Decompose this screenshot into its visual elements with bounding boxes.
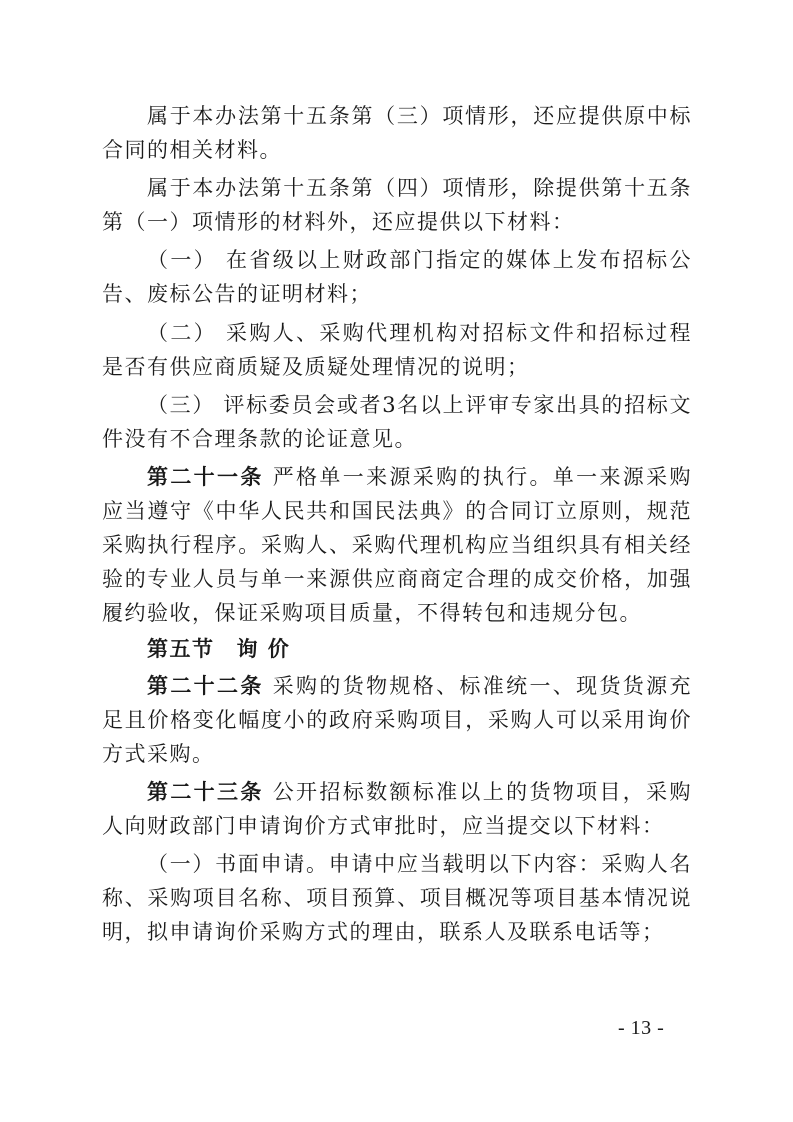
page-number: - 13 - xyxy=(618,1017,665,1039)
article-number: 第二十二条 xyxy=(147,672,264,698)
body-text xyxy=(102,99,692,949)
paragraph-text: 属于本办法第十五条第（三）项情形，还应提供原中标合同的相关材料。 xyxy=(102,104,692,163)
paragraph-clause-15-4 xyxy=(102,171,692,239)
list-item-2 xyxy=(102,316,692,384)
article-22 xyxy=(102,669,692,771)
paragraph-text: 属于本办法第十五条第（四）项情形，除提供第十五条第（一）项情形的材料外，还应提供以下材料： xyxy=(102,176,692,235)
article-23 xyxy=(102,775,692,843)
paragraph-text: 严格单一来源采购的执行。单一来源采购应当遵守《中华人民共和国民法典》的合同订立原则，规范采购执行程序。采购人、采购代理机构应当组织具有相关经验的专业人员与单一来源供应商商定合理的成交价格，加强履约验收，保证采购项目质量，不得转包和违规分包。 xyxy=(102,464,692,626)
section-title: 询 价 xyxy=(236,636,291,662)
paragraph-clause-15-3 xyxy=(102,99,692,167)
article-number: 第二十三条 xyxy=(147,778,264,804)
paragraph-text: （一） 在省级以上财政部门指定的媒体上发布招标公告、废标公告的证明材料； xyxy=(102,248,692,307)
list-item-written-application xyxy=(102,847,692,949)
article-number: 第二十一条 xyxy=(147,463,264,489)
article-21 xyxy=(102,460,692,630)
paragraph-text: 采购的货物规格、标准统一、现货货源充足且价格变化幅度小的政府采购项目，采购人可以采用询价方式采购。 xyxy=(102,673,692,766)
section-number: 第五节 xyxy=(147,636,215,662)
list-item-1 xyxy=(102,243,692,311)
paragraph-text: 公开招标数额标准以上的货物项目，采购人向财政部门申请询价方式审批时，应当提交以下材料： xyxy=(102,779,692,838)
section-heading xyxy=(102,632,692,666)
paragraph-text: （三） 评标委员会或者3名以上评审专家出具的招标文件没有不合理条款的论证意见。 xyxy=(102,392,692,451)
paragraph-text: （二） 采购人、采购代理机构对招标文件和招标过程是否有供应商质疑及质疑处理情况的说明； xyxy=(102,320,692,379)
list-item-3 xyxy=(102,388,692,456)
paragraph-text: （一）书面申请。申请中应当载明以下内容：采购人名称、采购项目名称、项目预算、项目概况等项目基本情况说明，拟申请询价采购方式的理由，联系人及联系电话等； xyxy=(102,851,692,945)
